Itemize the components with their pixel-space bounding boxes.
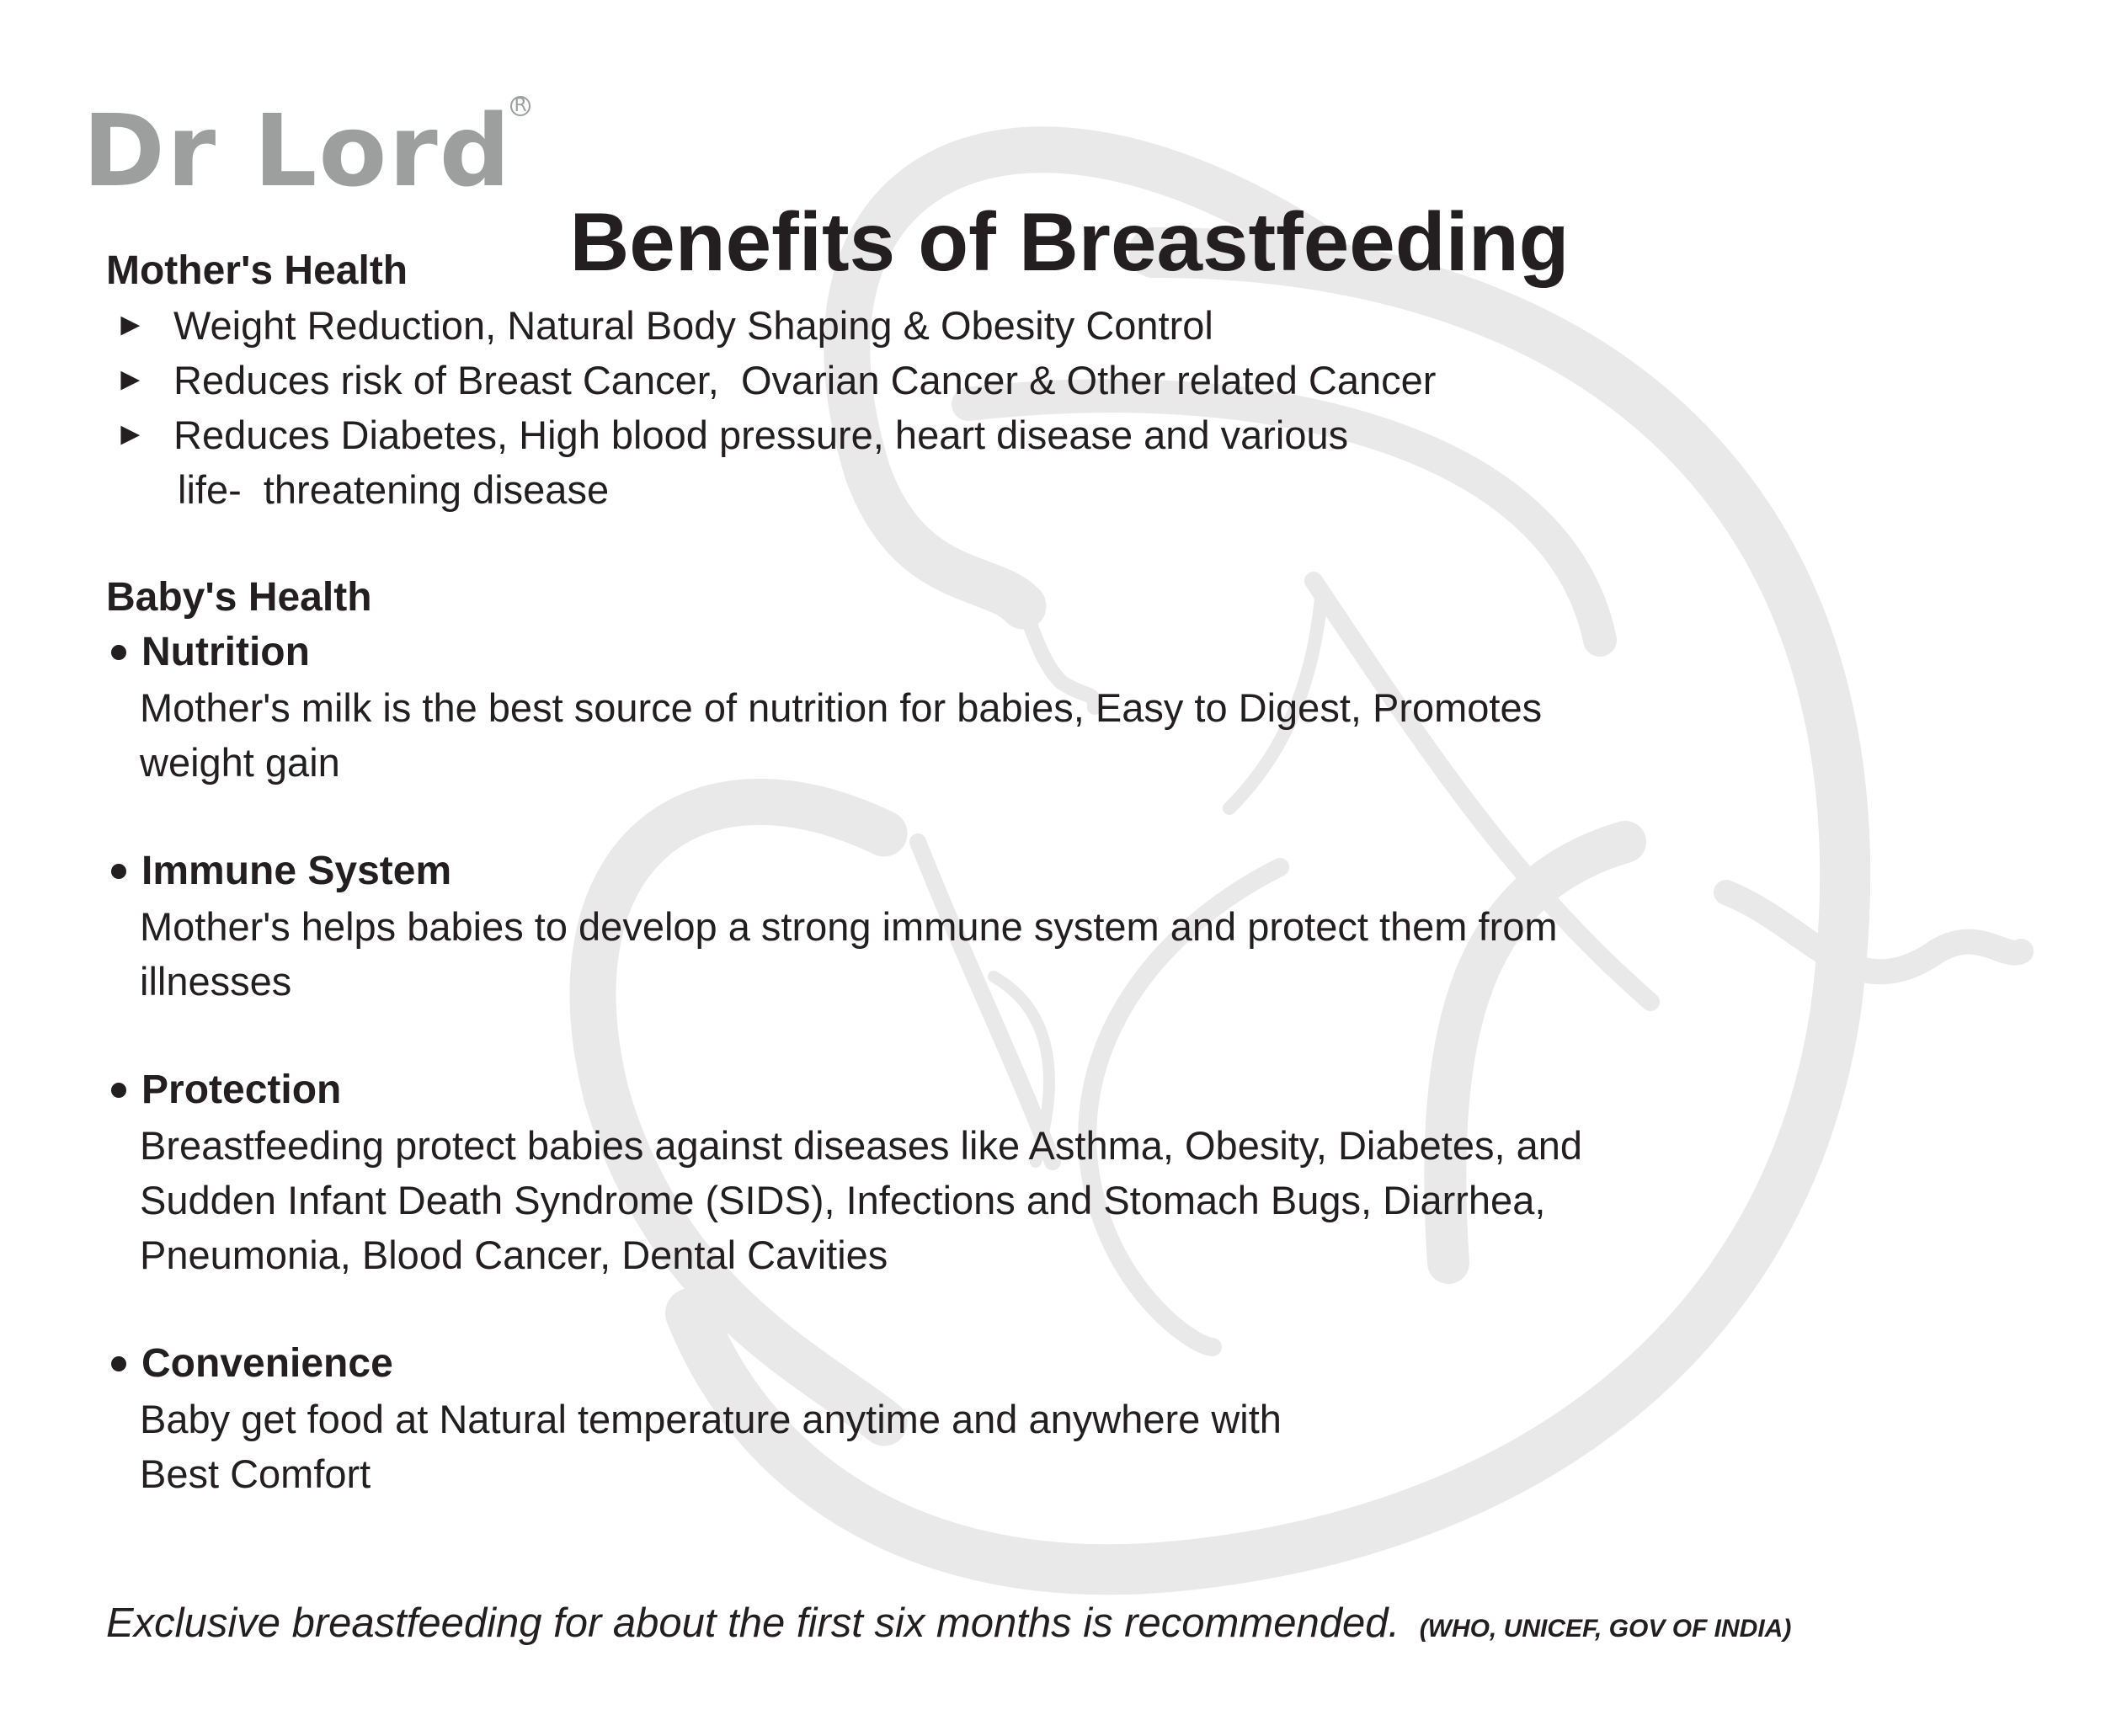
recommendation-text: Exclusive breastfeeding for about the first six months is recommended. — [106, 1600, 1400, 1646]
dot-icon — [111, 645, 126, 660]
list-item-text: Weight Reduction, Natural Body Shaping & Obesity Control — [173, 303, 1213, 348]
triangle-right-icon: ► — [115, 362, 147, 397]
benefit-line: Baby get food at Natural temperature anytime and anywhere with — [140, 1397, 1282, 1441]
list-item — [106, 407, 1959, 462]
list-item-text: Reduces risk of Breast Cancer, Ovarian Cancer & Other related Cancer — [173, 358, 1437, 402]
mothers-health-heading: Mother's Health — [106, 248, 408, 293]
list-item-text: Reduces Diabetes, High blood pressure, heart disease and various — [173, 413, 1349, 457]
list-item — [106, 353, 1959, 407]
list-item-continuation-text: life- threatening disease — [178, 467, 610, 512]
benefit-description — [106, 1392, 1959, 1501]
benefit-line: Pneumonia, Blood Cancer, Dental Cavities — [140, 1233, 888, 1277]
mothers-health-list — [106, 298, 1959, 517]
benefit-line: Mother's milk is the best source of nutrition for babies, Easy to Digest, Promotes — [140, 685, 1543, 730]
benefit-title-row — [106, 625, 1959, 680]
list-item-continuation — [106, 462, 1959, 517]
benefit-line: illnesses — [140, 959, 292, 1004]
benefit-description — [106, 899, 1959, 1009]
benefit-convenience — [106, 1336, 1959, 1501]
benefit-title-row — [106, 844, 1959, 899]
dot-icon — [111, 864, 126, 879]
benefit-description — [106, 680, 1959, 790]
babys-health-heading: Baby's Health — [106, 575, 372, 620]
recommendation-source: (WHO, UNICEF, GOV OF INDIA) — [1419, 1615, 1792, 1643]
babys-health-section — [106, 571, 1959, 1501]
main-content — [106, 244, 1959, 1501]
triangle-right-icon: ► — [115, 307, 147, 343]
mothers-health-section — [106, 244, 1959, 517]
benefit-line: Breastfeeding protect babies against diseases like Asthma, Obesity, Diabetes, and — [140, 1123, 1582, 1168]
footer-recommendation — [106, 1599, 1791, 1648]
benefit-nutrition — [106, 625, 1959, 790]
spacer — [106, 1009, 1959, 1062]
benefit-title: Protection — [141, 1068, 342, 1112]
benefit-title: Nutrition — [141, 630, 310, 674]
benefit-immune-system — [106, 844, 1959, 1009]
registered-trademark-icon: R — [510, 96, 530, 116]
dr-lord-logo — [83, 93, 527, 209]
dot-icon — [111, 1356, 126, 1371]
list-item — [106, 298, 1959, 353]
benefit-title-row — [106, 1336, 1959, 1392]
page-title: Benefits of Breastfeeding — [569, 194, 1570, 288]
benefit-line: weight gain — [140, 740, 340, 785]
benefit-title: Immune System — [141, 849, 452, 893]
benefit-title-row — [106, 1062, 1959, 1118]
spacer — [106, 1282, 1959, 1336]
benefit-title: Convenience — [141, 1341, 393, 1386]
spacer — [106, 517, 1959, 571]
benefit-description — [106, 1118, 1959, 1282]
triangle-right-icon: ► — [115, 417, 147, 452]
benefit-line: Sudden Infant Death Syndrome (SIDS), Infections and Stomach Bugs, Diarrhea, — [140, 1178, 1546, 1222]
benefit-line: Mother's helps babies to develop a strong immune system and protect them from — [140, 904, 1558, 949]
logo-text: Dr Lord — [83, 93, 513, 209]
dot-icon — [111, 1083, 126, 1098]
benefit-protection — [106, 1062, 1959, 1282]
spacer — [106, 790, 1959, 844]
benefit-line: Best Comfort — [140, 1451, 371, 1496]
